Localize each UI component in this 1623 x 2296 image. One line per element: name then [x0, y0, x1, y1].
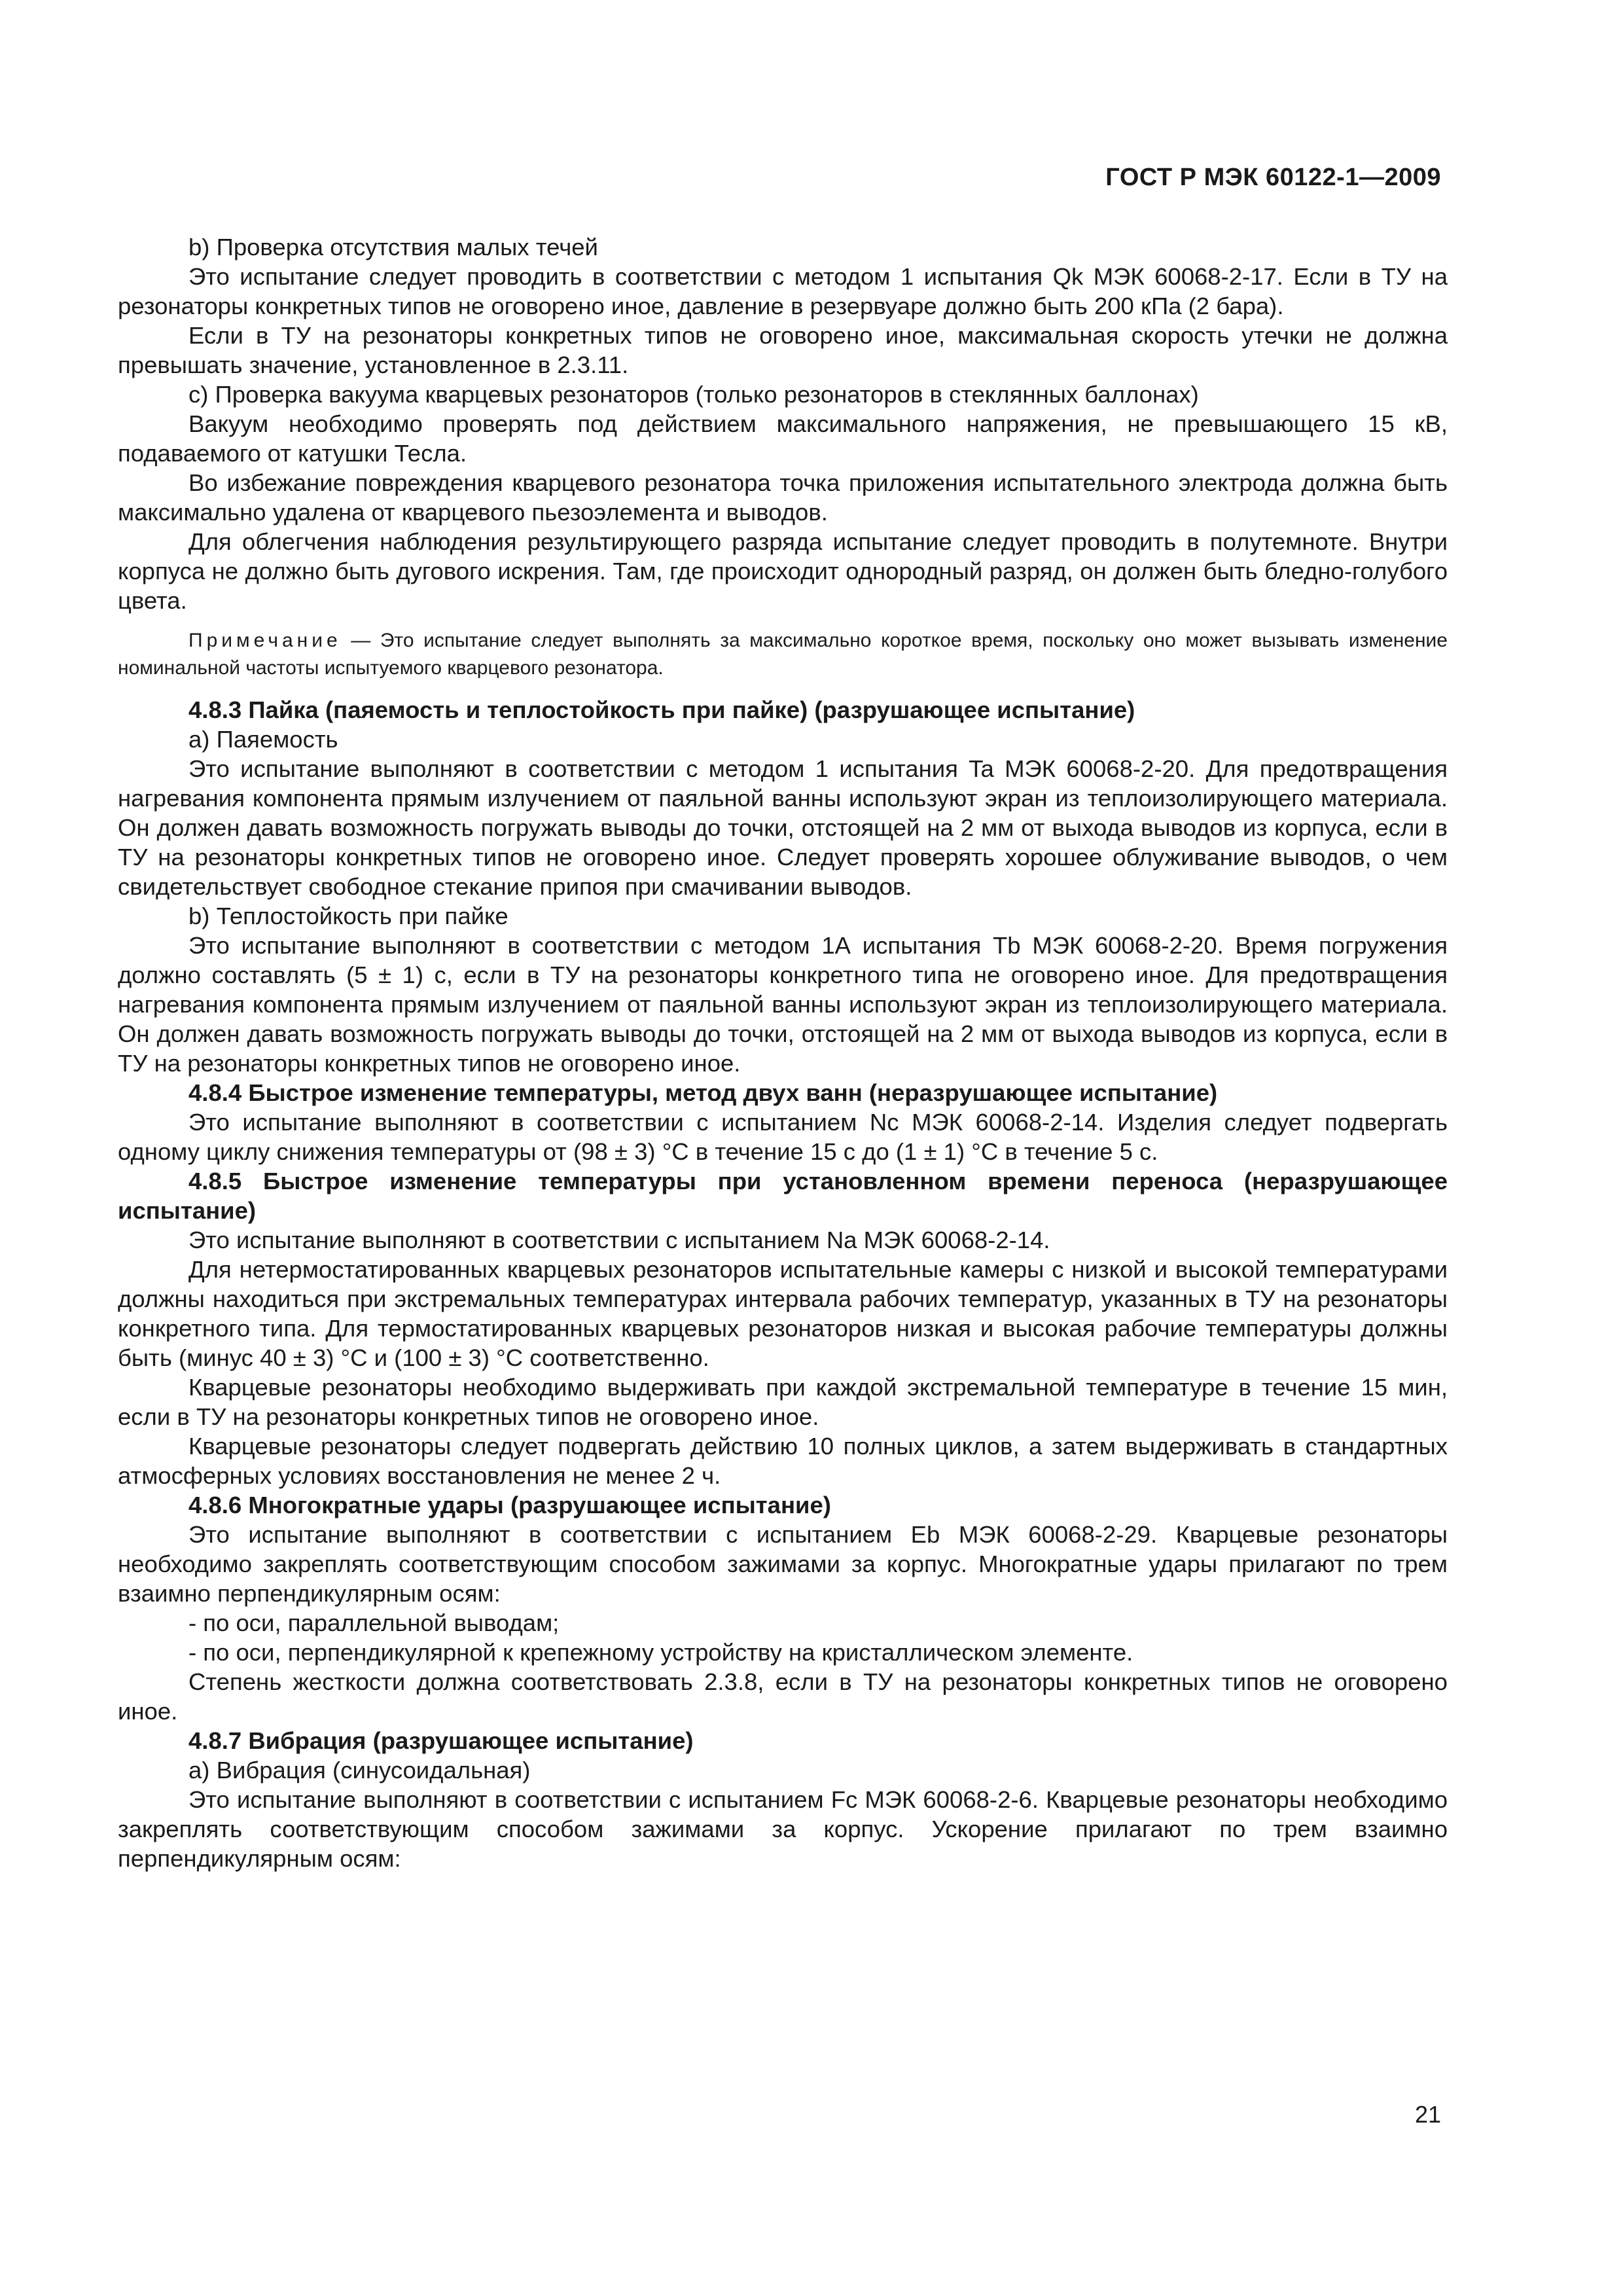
paragraph: Для нетермостатированных кварцевых резонаторов испытательные камеры с низкой и высокой температурами должны находиться при экстремальных температурах интервала рабочих температур, указанных в ТУ на резонаторы конкретного типа. Для термостатированных кварцевых резонаторов низкая и высокая рабочие температуры должны быть (минус 40 ± 3) °С и (100 ± 3) °С соответственно.	[118, 1256, 1448, 1371]
paragraph: Это испытание выполняют в соответствии с испытанием Fc МЭК 60068-2-6. Кварцевые резонаторы необходимо закреплять соответствующим способом зажимами за корпус. Ускорение прилагают по трем взаимно перпендикулярным осям:	[118, 1786, 1448, 1872]
paragraph: Вакуум необходимо проверять под действием максимального напряжения, не превышающего 15 кВ, подаваемого от катушки Тесла.	[118, 410, 1448, 467]
subsection-heading: а) Вибрация (синусоидальная)	[188, 1757, 531, 1784]
subsection-heading: b) Проверка отсутствия малых течей	[188, 234, 598, 260]
list-item: - по оси, перпендикулярной к крепежному устройству на кристаллическом элементе.	[188, 1639, 1133, 1666]
paragraph: Во избежание повреждения кварцевого резонатора точка приложения испытательного электрода должна быть максимально удалена от кварцевого пьезоэлемента и выводов.	[118, 469, 1448, 526]
note-label: Примечание	[188, 630, 342, 651]
section-heading-4-8-4: 4.8.4 Быстрое изменение температуры, метод двух ванн (неразрушающее испытание)	[188, 1079, 1218, 1106]
subsection-heading: а) Паяемость	[188, 726, 338, 753]
document-body	[118, 232, 1448, 1873]
paragraph: Степень жесткости должна соответствовать 2.3.8, если в ТУ на резонаторы конкретных типов не оговорено иное.	[118, 1668, 1448, 1725]
paragraph: Кварцевые резонаторы необходимо выдерживать при каждой экстремальной температуре в течение 15 мин, если в ТУ на резонаторы конкретных типов не оговорено иное.	[118, 1374, 1448, 1430]
paragraph: Это испытание выполняют в соответствии с методом 1 испытания Ta МЭК 60068-2-20. Для предотвращения нагревания компонента прямым излучением от паяльной ванны используют экран из теплоизолирующего материала. Он должен давать возможность погружать выводы до точки, отстоящей на 2 мм от выхода выводов из корпуса, если в ТУ на резонаторы конкретных типов не оговорено иное. Следует проверять хорошее облуживание выводов, о чем свидетельствует свободное стекание припоя при смачивании выводов.	[118, 755, 1448, 900]
paragraph: Это испытание выполняют в соответствии с методом 1А испытания Tb МЭК 60068-2-20. Время погружения должно составлять (5 ± 1) с, если в ТУ на резонаторы конкретного типа не оговорено иное. Для предотвращения нагревания компонента прямым излучением от паяльной ванны используют экран из теплоизолирующего материала. Он должен давать возможность погружать выводы до точки, отстоящей на 2 мм от выхода выводов из корпуса, если в ТУ на резонаторы конкретных типов не оговорено иное.	[118, 932, 1448, 1077]
note-text: — Это испытание следует выполнять за максимально короткое время, поскольку оно может вызывать изменение номинальной частоты испытуемого кварцевого резонатора.	[118, 630, 1448, 679]
section-heading-4-8-3: 4.8.3 Пайка (паяемость и теплостойкость при пайке) (разрушающее испытание)	[188, 696, 1135, 723]
subsection-heading: с) Проверка вакуума кварцевых резонаторов (только резонаторов в стеклянных баллонах)	[188, 381, 1199, 408]
paragraph: Если в ТУ на резонаторы конкретных типов не оговорено иное, максимальная скорость утечки не должна превышать значение, установленное в 2.3.11.	[118, 322, 1448, 378]
paragraph: Это испытание выполняют в соответствии с испытанием Eb МЭК 60068-2-29. Кварцевые резонаторы необходимо закреплять соответствующим способом зажимами за корпус. Многократные удары прилагают по трем взаимно перпендикулярным осям:	[118, 1521, 1448, 1607]
paragraph: Для облегчения наблюдения результирующего разряда испытание следует проводить в полутемноте. Внутри корпуса не должно быть дугового искрения. Там, где происходит однородный разряд, он должен быть бледно-голубого цвета.	[118, 528, 1448, 614]
document-header: ГОСТ Р МЭК 60122-1—2009	[1105, 164, 1441, 191]
section-heading-4-8-7: 4.8.7 Вибрация (разрушающее испытание)	[188, 1727, 694, 1754]
paragraph: Кварцевые резонаторы следует подвергать действию 10 полных циклов, а затем выдерживать в стандартных атмосферных условиях восстановления не менее 2 ч.	[118, 1433, 1448, 1489]
section-heading-4-8-5: 4.8.5 Быстрое изменение температуры при установленном времени переноса (неразрушающее испытание)	[118, 1168, 1448, 1224]
list-item: - по оси, параллельной выводам;	[188, 1609, 560, 1636]
section-heading-4-8-6: 4.8.6 Многократные удары (разрушающее испытание)	[188, 1492, 831, 1518]
paragraph: Это испытание выполняют в соответствии с испытанием Nc МЭК 60068-2-14. Изделия следует подвергать одному циклу снижения температуры от (98 ± 3) °С в течение 15 с до (1 ± 1) °С в течение 5 с.	[118, 1109, 1448, 1165]
subsection-heading: b) Теплостойкость при пайке	[188, 903, 508, 929]
note	[118, 627, 1448, 682]
page-number: 21	[1414, 2101, 1441, 2128]
paragraph: Это испытание выполняют в соответствии с испытанием Na МЭК 60068-2-14.	[188, 1227, 1050, 1253]
paragraph: Это испытание следует проводить в соответствии с методом 1 испытания Qk МЭК 60068-2-17. Если в ТУ на резонаторы конкретных типов не оговорено иное, давление в резервуаре должно быть 200 кПа (2 бара).	[118, 263, 1448, 319]
